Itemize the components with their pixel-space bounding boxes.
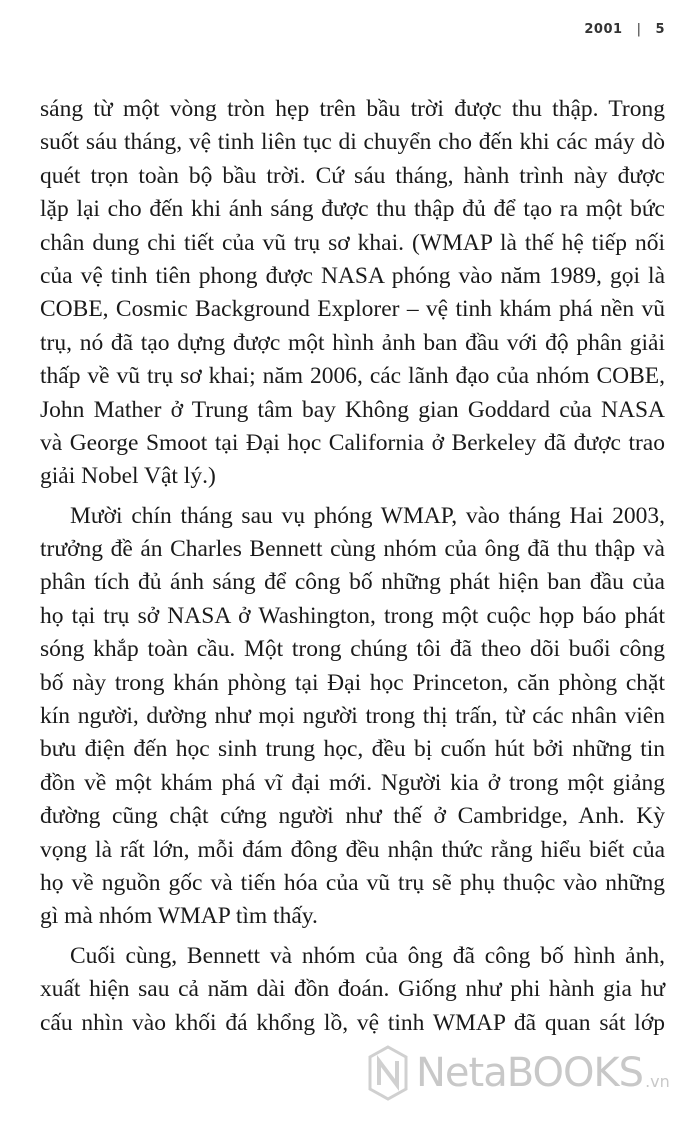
- text-line: phân tích đủ ánh sáng để công bố những phát hiện ban đầu của: [40, 569, 665, 596]
- text-line: quét trọn toàn bộ bầu trời. Cứ sáu tháng, hành trình này được: [40, 162, 665, 189]
- page-number: 5: [655, 22, 665, 37]
- text-line: họ tại trụ sở NASA ở Washington, trong một cuộc họp báo phát: [40, 602, 665, 629]
- watermark: [368, 1045, 670, 1101]
- text-line: thấp về vũ trụ sơ khai; năm 2006, các lãnh đạo của nhóm COBE,: [40, 363, 665, 390]
- paragraph: [40, 500, 665, 934]
- text-line: họ về nguồn gốc và tiến hóa của vũ trụ sẽ phụ thuộc vào những: [40, 869, 665, 896]
- text-line: và George Smoot tại Đại học California ở Berkeley đã được trao: [40, 429, 665, 456]
- text-line: bố này trong khán phòng tại Đại học Princeton, căn phòng chặt: [40, 669, 665, 696]
- text-line: COBE, Cosmic Background Explorer – vệ tinh khám phá nền vũ: [40, 296, 665, 323]
- text-line: vọng là rất lớn, mỗi đám đông đều nhận thức rằng hiểu biết của: [40, 836, 665, 863]
- header-separator: |: [636, 22, 642, 37]
- text-line: xuất hiện sau cả năm dài đồn đoán. Giống như phi hành gia hư: [40, 976, 665, 1003]
- netabooks-logo-icon: [368, 1045, 408, 1101]
- running-head: [584, 22, 665, 37]
- text-line: chân dung chi tiết của vũ trụ sơ khai. (WMAP là thế hệ tiếp nối: [40, 229, 665, 256]
- text-line: cấu nhìn vào khối đá khổng lồ, vệ tinh WMAP đã quan sát lớp: [40, 1009, 665, 1036]
- text-line: gì mà nhóm WMAP tìm thấy.: [40, 903, 318, 930]
- text-line: kín người, dường như mọi người trong thị trấn, từ các nhân viên: [40, 703, 665, 730]
- text-line: giải Nobel Vật lý.): [40, 463, 216, 490]
- watermark-tld: .vn: [645, 1071, 670, 1091]
- text-line: đồn về một khám phá vĩ đại mới. Người kia ở trong một giảng: [40, 769, 665, 796]
- text-line: lặp lại cho đến khi ánh sáng được thu thập đủ để tạo ra một bức: [40, 196, 665, 223]
- paragraph: [40, 93, 665, 494]
- text-line: trưởng đề án Charles Bennett cùng nhóm của ông đã thu thập và: [40, 536, 665, 563]
- text-line: đường cũng chật cứng người như thế ở Cambridge, Anh. Kỳ: [40, 803, 665, 830]
- text-line: Cuối cùng, Bennett và nhóm của ông đã công bố hình ảnh,: [70, 942, 665, 969]
- text-line: sóng khắp toàn cầu. Một trong chúng tôi đã theo dõi buổi công: [40, 636, 665, 663]
- text-line: trụ, nó đã tạo dựng được một hình ảnh ban đầu với độ phân giải: [40, 329, 665, 356]
- chapter-title: 2001: [584, 22, 623, 37]
- body-text: [40, 93, 665, 1046]
- text-line: suốt sáu tháng, vệ tinh liên tục di chuyển cho đến khi các máy dò: [40, 129, 665, 156]
- text-line: bưu điện đến học sinh trung học, đều bị cuốn hút bởi những tin: [40, 736, 665, 763]
- text-line: sáng từ một vòng tròn hẹp trên bầu trời được thu thập. Trong: [40, 96, 665, 122]
- text-line: Mười chín tháng sau vụ phóng WMAP, vào tháng Hai 2003,: [70, 502, 665, 529]
- watermark-brand: NetaBOOKS: [416, 1050, 644, 1096]
- text-line: John Mather ở Trung tâm bay Không gian Goddard của NASA: [40, 396, 665, 423]
- paragraph: [40, 940, 665, 1040]
- text-line: của vệ tinh tiên phong được NASA phóng vào năm 1989, gọi là: [40, 262, 665, 289]
